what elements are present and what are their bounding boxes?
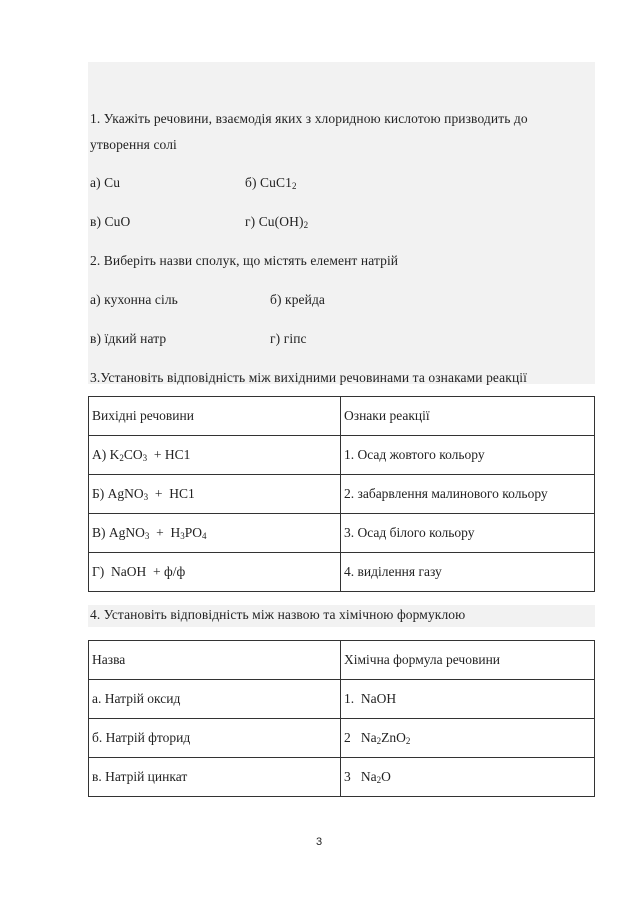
sign-cell: 2. забарвлення малинового кольору	[341, 475, 595, 514]
q3-table	[88, 396, 595, 592]
table-row	[89, 436, 595, 475]
q2-text: 2. Виберіть назви сполук, що містять елемент натрій	[90, 253, 399, 268]
table-header-row	[89, 641, 595, 680]
reactants-cell: В) AgNO$_3$ + $H_3PO_4$	[89, 514, 341, 553]
q1-option-b: б) $CuC1_2$	[245, 175, 297, 191]
page-number: 3	[315, 836, 323, 848]
table-header-cell: Вихідні речовини	[89, 397, 341, 436]
formula-cell: 2 $Na_2ZnO_2$	[341, 719, 595, 758]
q2-option-v: в) їдкий натр	[90, 331, 167, 346]
q2-options-row2	[90, 331, 307, 347]
q2-option-b: б) крейда	[270, 292, 326, 307]
table-header-cell: Назва	[89, 641, 341, 680]
q2-option-a: а) кухонна сіль	[90, 292, 178, 307]
q3-text: 3.Установіть відповідність між вихідними речовинами та ознаками реакції	[90, 370, 527, 385]
table-header-cell: Хімічна формула речовини	[341, 641, 595, 680]
q1-text-line2: утворення солі	[90, 137, 177, 152]
q1-options-row2	[90, 214, 309, 230]
name-cell: б. Натрій фторид	[89, 719, 341, 758]
sign-cell: 4. виділення газу	[341, 553, 595, 592]
q1-option-g: г) $Cu(OH)_2$	[245, 214, 309, 230]
formula-cell: 1. NaOH	[341, 680, 595, 719]
table-header-cell: Ознаки реакції	[341, 397, 595, 436]
table-row	[89, 719, 595, 758]
table-header-row	[89, 397, 595, 436]
q2-option-g: г) гіпс	[270, 331, 307, 346]
name-cell: в. Натрій цинкат	[89, 758, 341, 797]
q1-options-row1	[90, 175, 297, 191]
reactants-cell: А) $K_2CO_3 + HC1$	[89, 436, 341, 475]
name-cell: а. Натрій оксид	[89, 680, 341, 719]
reactants-cell: Г) NaOH + ф/ф	[89, 553, 341, 592]
table-row	[89, 514, 595, 553]
sign-cell: 3. Осад білого кольору	[341, 514, 595, 553]
table-row	[89, 553, 595, 592]
q2-options-row1	[90, 292, 326, 308]
q1-option-a: а) Cu	[90, 175, 121, 190]
table-row	[89, 680, 595, 719]
q4-table	[88, 640, 595, 797]
q4-text: 4. Установіть відповідність між назвою та хімічною формуклою	[90, 607, 466, 622]
formula-cell: 3 $Na_2O$	[341, 758, 595, 797]
table-row	[89, 758, 595, 797]
reactants-cell: Б) AgNO$_3$ + HC1	[89, 475, 341, 514]
table-row	[89, 475, 595, 514]
q1-option-v: в) CuO	[90, 214, 131, 229]
q1-text-line1: 1. Укажіть речовини, взаємодія яких з хлоридною кислотою призводить до	[90, 111, 528, 126]
sign-cell: 1. Осад жовтого кольору	[341, 436, 595, 475]
